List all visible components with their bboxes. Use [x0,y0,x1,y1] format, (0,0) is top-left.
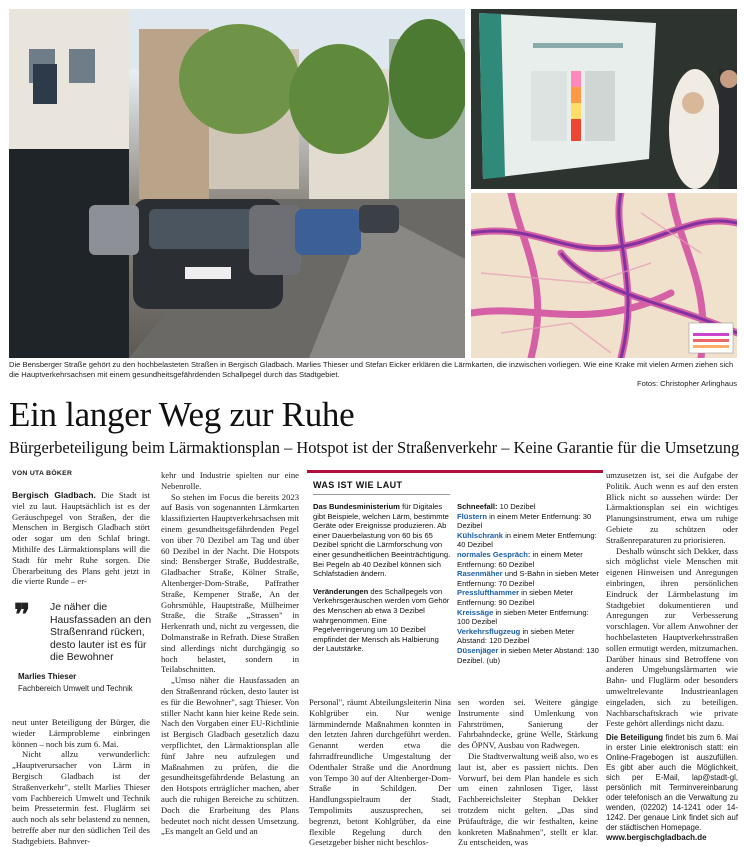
loudness-list [457,502,599,665]
list-item: normales Gespräch: in einem Meter Entfernung: 60 Dezibel [457,549,583,569]
info-text: für Digitales gibt Beispiele, welchen Lärm, bestimmte Geräte oder Ereignisse produzieren. Ab einer Dauerbelastung von 60 bis 65 Dezibel spricht die Lärmforschung von einer gesundheitlichen Beeinträchtigung. Bei Pegeln ab 40 Dezibel können sich Schlafstadien ändern. [313,502,451,579]
info-label: Die Beteiligung [606,733,664,743]
paragraph: Die Stadtverwaltung weiß also, wo es laut ist, aber es passiert nichts. Den Vorwurf, bei dem Plan handele es sich um einen zahnlosen Tiger, lässt Fachbereichsleiter Stephan Dekker trotzdem nicht gelten. „Das sind Prüfaufträge, die wir festhalten, keine konkreten Maßnahmen", stellt er klar. Zu entscheiden, was [458,750,598,847]
quote-author-role: Fachbereich Umwelt und Technik [18,684,133,693]
paragraph: neut unter Beteiligung der Bürger, die wieder Lärmprobleme einbringen können – noch bis zum 6. Mai. [12,717,150,749]
lecture-illustration [471,9,737,189]
info-box-accent-bar [307,470,603,473]
lecture-photo [471,9,737,189]
list-item: Verkehrsflugzeug in sieben Meter Abstand: 120 Dezibel [457,626,575,646]
caption-text: Die Bensberger Straße gehört zu den hochbelasteten Straßen in Bergisch Gladbach. Marlies Thieser und Stefan Eicker erklären die Lärmkarten, die inzwischen vorliegen. Wie eine Krake mit vielen Armen ziehen sich die Hauptverkehrsachsen mit einem gesundheitsgefährdenden Schallpegel durch das Stadtgebiet. [9,360,734,379]
info-box [307,470,603,694]
photo-caption [9,360,737,389]
list-item: Düsenjäger in sieben Meter Abstand: 130 Dezibel. (ub) [457,645,599,665]
article-column-3 [309,697,451,847]
info-text: des Schallpegels von Verkehrsgeräuschen werden vom Gehör des Menschen ab etwa 3 Dezibel wahrgenommen. Eine Pegelverringerung um 10 Dezibel empfindet der Mensch als Halbierung der Lautstärke. [313,586,450,654]
paragraph: Deshalb wünscht sich Dekker, dass sich möglichst viele Menschen mit eigenen Hinweisen und Anregungen einbringen, ihren persönlichen Eindruck der Lärmbelastung im Stadtgebiet dokumentieren und Anregungen zur Verbesserung vorschlagen. Vor allem Anwohner der hochbelasteten Hauptverkehrsstraßen sollen ermutigt werden, mitzumachen. Darüber hinaus sind Betroffene von anderen Umgebungslärmarten wie Bahn- und Fluglärm oder besonders umweltrelevante Industrieanlagen eingeladen, sich zu beteiligen. Nachbarschaftskrach wie private Feste gehört allerdings nicht dazu. [606,545,738,729]
street-photo [9,9,465,358]
list-item: Schneefall: 10 Dezibel [457,502,536,511]
paragraph: „Umso näher die Hausfassaden an den Straßenrand rücken, desto lauter ist es für die Bewohner", sagt Thieser. Von stiller Nacht kann hier keine Rede sein. Nach den Vorgaben einer EU-Richtlinie ist Bergisch Gladbach gesetzlich dazu verpflichtet, den Lärmaktionsplan alle fünf Jahre neu aufzulegen und Maßnahmen zu prüfen, die die gesundheitsgefährdende Belastung an den Hotspots erträglicher machen, aber auch die ruhigen Bereiche zu schützen. Doch die Erarbeitung des Plans bedeutet noch nicht dessen Umsetzung. „Es mangelt an Geld und an [161,675,299,837]
paragraph: So stehen im Focus die bereits 2023 auf Basis von sogenannten Lärmkarten klassifizierten Hauptverkehrsachsen mit einem gesundheitsgefährdenden Pegel von über 70 Dezibel am Tag und über 60 Dezibel in der Nacht. Die Hotspots sind: Bensberger Straße, Buddestraße, Gladbacher Straße, Kölner Straße, Altenberger-Dom-Straße, Paffrather Straße, Kempener Straße, An der Gohrsmühle, Hauptstraße, Mülheimer Straße, die Straße „Strassen" in Herkenrath und, nicht zu vergessen, die Dolmanstraße in Refrath. Diese Straßen sind allerdings nicht durchgängig so hoch belastet, sondern in Teilabschnitten. [161,491,299,675]
byline: VON UTA BÖKER [12,470,73,477]
list-item: Presslufthammer in sieben Meter Entfernung: 90 Dezibel [457,588,574,607]
info-box-left [313,502,451,654]
paragraph: findet bis zum 6. Mai in erster Linie elektronisch statt: ein Online-Fragebogen ist auszufüllen. Es gibt aber auch die Möglichkeit, sich per E-Mail, lap@stadt-gl, persönlich mit Terminvereinbarung oder telefonisch an die Verwaltung zu wenden, (02202) 14-1241 oder 14-1242. Der genaue Link findet sich auf der städtischen Homepage. [606,733,738,833]
quote-text: Je näher die Hausfassaden an den Straßenrand rücken, desto lauter ist es für die Bewohner [50,602,152,664]
paragraph: sen worden sei. Weitere gängige Instrumente sind Umlenkung von Fahrströmen, Sanierung der Fahrbahndecke, grüne Welle, Stärkung des ÖPNV, Ausbau von Radwegen. [458,697,598,751]
noise-map-photo [471,193,737,358]
noise-map-illustration [471,193,737,358]
paragraph: Die Stadt ist viel zu laut. Hauptsächlich ist es der Geräuschpegel von Straßen, der die Menschen in Bergisch Gladbach stört oder sogar um den Schlaf bringt. Mithilfe des Lärmaktionsplans will die Stadt für mehr Ruhe sorgen. Die Überarbeitung des Plans geht jetzt in die vierte Runde – er- [12,490,150,587]
info-box-title: WAS IST WIE LAUT [313,480,403,490]
headline: Ein langer Weg zur Ruhe [9,395,355,434]
list-item: Rasenmäher und S-Bahn in sieben Meter Entfernung: 70 Dezibel [457,569,599,588]
paragraph: umzusetzen ist, sei die Aufgabe der Politik. Auch wenn es auf den ersten Blick nicht so aussehen würde: Der Lärmaktionsplan sei ein wichtiges Planungsinstrument, etwa um ruhige Gebiete zu schützen oder Straßenreparaturen zu priorisieren. [606,470,738,545]
article-column-5 [606,470,738,844]
article-column-1-continued [12,717,150,847]
paragraph: Nicht allzu verwunderlich: „Hauptverursacher von Lärm in Bergisch Gladbach ist der Straßenverkehr", stellt Marlies Thieser vom Fachbereich Umwelt und Technik beim Pressetermin fest. Fluglärm sei auch noch als sehr belastend zu nennen, betreffe aber nur den südlichen Teil des Stadtgebiets. Bahnver- [12,749,150,846]
website-link[interactable]: www.bergischgladbach.de [606,833,707,843]
quote-author: Marlies Thieser [18,672,77,681]
street-illustration [9,9,465,358]
list-item: Flüstern in einem Meter Entfernung: 30 Dezibel [457,511,592,531]
quote-mark-icon: ❞ [14,599,31,632]
list-item: Kreissäge in sieben Meter Entfernung: 100 Dezibel [457,607,589,627]
info-label: Veränderungen [313,586,369,596]
list-item: Kühlschrank in einem Meter Entfernung: 40 Dezibel [457,530,597,550]
article-column-2 [161,470,299,837]
paragraph: kehr und Industrie spielten nur eine Nebenrolle. [161,470,299,491]
dateline: Bergisch Gladbach. [12,490,96,500]
photo-credit: Fotos: Christopher Arlinghaus [636,379,737,389]
info-label: Das Bundesministerium [313,502,400,511]
article-column-4 [458,697,598,847]
subheadline: Bürgerbeteiligung beim Lärmaktionsplan – Hotspot ist der Straßenverkehr – Keine Garantie für die Umsetzung [9,438,740,457]
article-column-1 [12,490,150,587]
paragraph: Personal", räumt Abteilungsleiterin Nina Kohlgrüber ein. Nur wenige lärmmindernde Maßnahmen konnten in den letzten Jahren durchgeführt werden. Genannt werden etwa die fahrradfreundliche Umgestaltung der Odenthaler Straße und die Anordnung von Tempo 30 auf der Altenberger-Dom-Straße in Schildgen. Der Handlungsspielraum der Stadt, Tempolimits auszusprechen, sei begrenzt, betont Kohlgrüber, da eine flexible Regelung durch den Gesetzgeber bisher nicht beschlos- [309,697,451,847]
divider [313,494,450,495]
